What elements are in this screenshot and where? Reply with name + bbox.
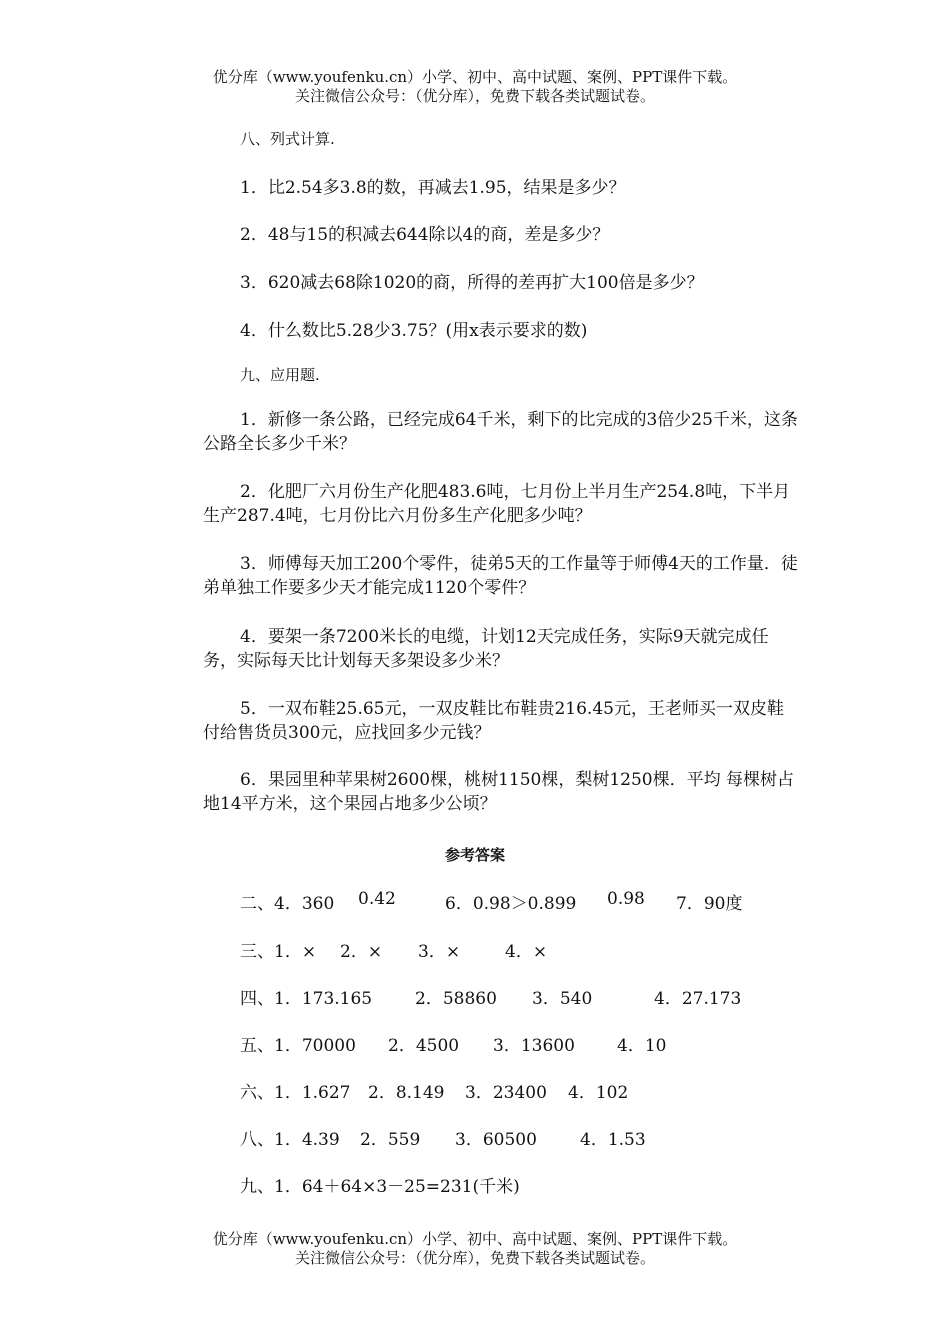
answer-cell: 五、1．70000 [240, 1036, 356, 1056]
answer-cell: 二、4．360 [240, 894, 335, 914]
section-8-item-1: 1．比2.54多3.8的数，再减去1.95，结果是多少？ [240, 178, 626, 198]
footer-line-1: 优分库（www.youfenku.cn）小学、初中、高中试题、案例、PPT课件下载。 [212, 1230, 738, 1248]
page-header [0, 68, 950, 106]
answer-cell: 0.98 [607, 889, 645, 909]
answer-cell: 八、1．4.39 [240, 1130, 340, 1150]
header-line-2: 关注微信公众号：（优分库），免费下载各类试题试卷。 [294, 87, 655, 105]
answer-cell: 2．8.149 [368, 1083, 445, 1103]
answer-cell: 4．102 [568, 1083, 629, 1103]
answer-cell: 6．0.98＞0.899 [445, 894, 577, 914]
answer-cell: 2．4500 [388, 1036, 460, 1056]
section-9-item-3: 3．师傅每天加工200个零件，徒弟5天的工作量等于师傅4天的工作量．徒弟单独工作要多少天才能完成1120个零件？ [203, 554, 798, 598]
section-9-item-2: 2．化肥厂六月份生产化肥483.6吨，七月份上半月生产254.8吨，下半月生产287.4吨，七月份比六月份多生产化肥多少吨？ [203, 482, 791, 526]
header-line-1: 优分库（www.youfenku.cn）小学、初中、高中试题、案例、PPT课件下载。 [212, 68, 738, 86]
section-9-title: 九、应用题. [240, 366, 320, 384]
section-9-item-4: 4．要架一条7200米长的电缆，计划12天完成任务，实际9天就完成任务，实际每天比计划每天多架设多少米？ [203, 627, 769, 671]
footer-line-2: 关注微信公众号：（优分库），免费下载各类试题试卷。 [294, 1249, 655, 1267]
answer-cell: 3．× [418, 942, 461, 962]
answer-cell: 3．60500 [455, 1130, 537, 1150]
section-9-item-6: 6．果园里种苹果树2600棵，桃树1150棵，梨树1250棵．平均 每棵树占地14平方米，这个果园占地多少公顷？ [203, 770, 795, 814]
answer-cell: 四、1．173.165 [240, 989, 373, 1009]
answer-cell: 3．13600 [493, 1036, 575, 1056]
section-9-item-1: 1．新修一条公路，已经完成64千米，剩下的比完成的3倍少25千米，这条公路全长多少千米？ [203, 410, 798, 454]
answer-cell: 0.42 [358, 889, 396, 909]
answer-cell: 九、1．64＋64×3－25=231(千米) [240, 1177, 520, 1197]
section-8-title: 八、列式计算. [240, 130, 335, 148]
section-8-item-4: 4．什么数比5.28少3.75？(用x表示要求的数) [240, 321, 588, 341]
answer-cell: 3．540 [532, 989, 593, 1009]
section-9-item-5: 5．一双布鞋25.65元，一双皮鞋比布鞋贵216.45元，王老师买一双皮鞋付给售货员300元，应找回多少元钱？ [203, 699, 784, 743]
section-8-item-2: 2．48与15的积减去644除以4的商，差是多少？ [240, 225, 610, 245]
answer-cell: 4．× [505, 942, 548, 962]
answer-cell: 4．10 [617, 1036, 667, 1056]
answer-cell: 2．559 [360, 1130, 421, 1150]
answer-cell: 3．23400 [465, 1083, 547, 1103]
answer-cell: 三、1．× [240, 942, 317, 962]
section-8-item-3: 3．620减去68除1020的商，所得的差再扩大100倍是多少？ [240, 273, 704, 293]
answer-cell: 7．90度 [676, 894, 743, 914]
answer-cell: 4．1.53 [580, 1130, 646, 1150]
answer-cell: 2．× [340, 942, 383, 962]
answer-cell: 4．27.173 [654, 989, 742, 1009]
page-footer [0, 1230, 950, 1268]
answer-cell: 六、1．1.627 [240, 1083, 351, 1103]
answer-cell: 2．58860 [415, 989, 497, 1009]
answers-title: 参考答案 [444, 846, 505, 864]
